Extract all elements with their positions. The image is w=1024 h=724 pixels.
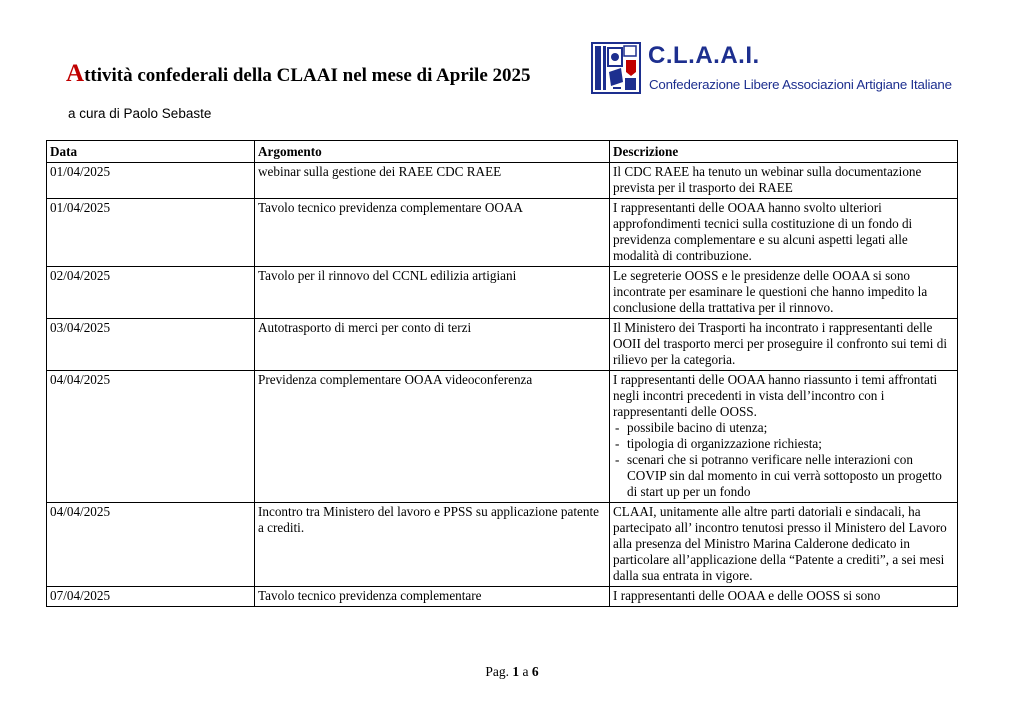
cell-descrizione: CLAAI, unitamente alle altre parti datoriali e sindacali, ha partecipato all’ incontro tenutosi presso il Ministero del Lavoro alla presenza del Ministro Marina Calderone dedicato in particolare all’applicazione della “Patente a crediti”, a sei mesi dalla sua entrata in vigore. bbox=[610, 503, 958, 587]
footer-page-number: 1 bbox=[512, 664, 520, 679]
title-text: ttività confederali della CLAAI nel mese di Aprile 2025 bbox=[84, 65, 531, 86]
cell-descrizione: I rappresentanti delle OOAA e delle OOSS si sono bbox=[610, 587, 958, 607]
cell-descrizione bbox=[610, 371, 958, 503]
table-header-row bbox=[47, 141, 958, 163]
table-row bbox=[47, 267, 958, 319]
cell-descrizione: Il CDC RAEE ha tenuto un webinar sulla documentazione prevista per il trasporto dei RAEE bbox=[610, 163, 958, 199]
cell-data: 02/04/2025 bbox=[47, 267, 255, 319]
descrizione-text: I rappresentanti delle OOAA hanno riassunto i temi affrontati negli incontri precedenti in vista dell’incontro con i rappresentanti delle OOSS. bbox=[613, 372, 938, 419]
list-item: - scenari che si potranno verificare nelle interazioni con COVIP sin dal momento in cui verrà sottoposto un progetto di start up per un fondo bbox=[613, 452, 954, 500]
cell-data: 04/04/2025 bbox=[47, 503, 255, 587]
list-item: - tipologia di organizzazione richiesta; bbox=[613, 436, 954, 452]
cell-argomento: webinar sulla gestione dei RAEE CDC RAEE bbox=[255, 163, 610, 199]
title-first-letter: A bbox=[66, 60, 85, 87]
footer-prefix: Pag. bbox=[485, 664, 509, 679]
column-header-argomento: Argomento bbox=[255, 141, 610, 163]
table-row bbox=[47, 199, 958, 267]
cell-argomento: Tavolo tecnico previdenza complementare OOAA bbox=[255, 199, 610, 267]
cell-data: 07/04/2025 bbox=[47, 587, 255, 607]
cell-argomento: Tavolo tecnico previdenza complementare bbox=[255, 587, 610, 607]
cell-descrizione: Le segreterie OOSS e le presidenze delle OOAA si sono incontrate per esaminare le questioni che hanno impedito la conclusione della trattativa per il rinnovo. bbox=[610, 267, 958, 319]
column-header-data: Data bbox=[47, 141, 255, 163]
cell-data: 03/04/2025 bbox=[47, 319, 255, 371]
cell-argomento: Tavolo per il rinnovo del CCNL edilizia artigiani bbox=[255, 267, 610, 319]
column-header-descrizione: Descrizione bbox=[610, 141, 958, 163]
logo-tagline: Confederazione Libere Associazioni Artigiane Italiane bbox=[649, 77, 952, 92]
table-row bbox=[47, 371, 958, 503]
table-row bbox=[47, 503, 958, 587]
footer-page-total: 6 bbox=[531, 664, 539, 679]
page-subtitle: a cura di Paolo Sebaste bbox=[68, 106, 212, 121]
footer-separator: a bbox=[522, 664, 529, 679]
cell-descrizione: Il Ministero dei Trasporti ha incontrato i rappresentanti delle OOII del trasporto merci per proseguire il confronto sui temi di rilievo per la categoria. bbox=[610, 319, 958, 371]
activities-table bbox=[46, 140, 958, 607]
cell-data: 01/04/2025 bbox=[47, 199, 255, 267]
cell-descrizione: I rappresentanti delle OOAA hanno svolto ulteriori approfondimenti tecnici sulla costituzione di un fondo di previdenza complementare e su alcuni aspetti legati alle modalità di contribuzione. bbox=[610, 199, 958, 267]
table-row bbox=[47, 587, 958, 607]
descrizione-list bbox=[613, 420, 954, 500]
list-item: - possibile bacino di utenza; bbox=[613, 420, 954, 436]
claai-emblem-icon bbox=[591, 42, 641, 94]
cell-argomento: Previdenza complementare OOAA videoconferenza bbox=[255, 371, 610, 503]
table-row bbox=[47, 163, 958, 199]
claai-logo bbox=[591, 42, 952, 98]
cell-data: 04/04/2025 bbox=[47, 371, 255, 503]
page-title bbox=[66, 60, 531, 88]
cell-argomento: Autotrasporto di merci per conto di terzi bbox=[255, 319, 610, 371]
logo-name: C.L.A.A.I. bbox=[648, 42, 760, 69]
table-row bbox=[47, 319, 958, 371]
cell-data: 01/04/2025 bbox=[47, 163, 255, 199]
cell-argomento: Incontro tra Ministero del lavoro e PPSS su applicazione patente a crediti. bbox=[255, 503, 610, 587]
page-footer bbox=[0, 664, 1024, 680]
